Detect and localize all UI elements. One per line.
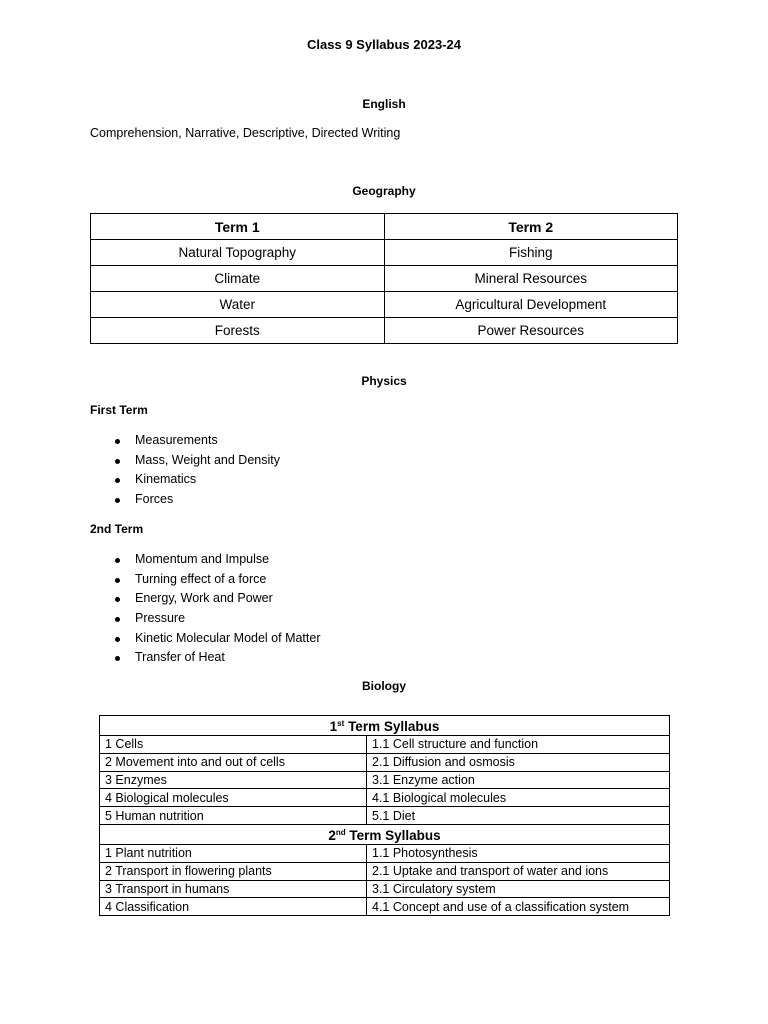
term-heading-row	[100, 824, 670, 844]
table-cell: 1 Cells	[100, 736, 367, 754]
table-cell: Water	[91, 292, 385, 318]
list-item: Forces	[113, 490, 280, 510]
table-cell: 5 Human nutrition	[100, 807, 367, 825]
table-cell: 2 Movement into and out of cells	[100, 753, 367, 771]
table-cell: Climate	[91, 266, 385, 292]
term-heading-row	[100, 716, 670, 736]
geography-table	[90, 213, 678, 344]
list-item: Transfer of Heat	[113, 648, 321, 668]
table-row	[91, 292, 678, 318]
geography-heading: Geography	[352, 184, 416, 198]
table-cell: 4.1 Concept and use of a classification system	[367, 898, 670, 916]
table-row	[100, 753, 670, 771]
table-cell: 2.1 Uptake and transport of water and ions	[367, 862, 670, 880]
table-row	[100, 789, 670, 807]
table-cell: 1.1 Cell structure and function	[367, 736, 670, 754]
physics-second-term-list	[113, 550, 321, 668]
table-header-cell: Term 2	[384, 214, 678, 240]
term2-label: Term Syllabus	[349, 827, 441, 843]
table-cell: Mineral Resources	[384, 266, 678, 292]
table-cell: 1 Plant nutrition	[100, 844, 367, 862]
physics-first-term-list	[113, 431, 280, 510]
term1-heading	[100, 716, 670, 736]
table-cell: 2 Transport in flowering plants	[100, 862, 367, 880]
table-cell: 3 Transport in humans	[100, 880, 367, 898]
physics-heading: Physics	[361, 374, 407, 388]
term1-suffix: st	[337, 719, 345, 728]
physics-second-term-label: 2nd Term	[90, 522, 144, 536]
table-row	[100, 880, 670, 898]
table-cell: Agricultural Development	[384, 292, 678, 318]
document-title: Class 9 Syllabus 2023-24	[307, 37, 461, 52]
table-cell: 3 Enzymes	[100, 771, 367, 789]
table-row	[100, 736, 670, 754]
table-cell: 4.1 Biological molecules	[367, 789, 670, 807]
biology-table	[99, 715, 670, 916]
table-cell: Power Resources	[384, 318, 678, 344]
table-cell: 3.1 Circulatory system	[367, 880, 670, 898]
list-item: Turning effect of a force	[113, 570, 321, 590]
table-row	[91, 318, 678, 344]
table-row	[100, 844, 670, 862]
table-cell: 4 Biological molecules	[100, 789, 367, 807]
list-item: Pressure	[113, 609, 321, 629]
term2-number: 2	[328, 827, 336, 843]
table-cell: 4 Classification	[100, 898, 367, 916]
term1-label: Term Syllabus	[348, 719, 440, 734]
table-row	[91, 240, 678, 266]
term2-suffix: nd	[335, 827, 346, 837]
table-cell: Natural Topography	[91, 240, 385, 266]
table-cell: 1.1 Photosynthesis	[367, 844, 670, 862]
list-item: Measurements	[113, 431, 280, 451]
table-row	[100, 898, 670, 916]
table-row	[100, 807, 670, 825]
table-cell: 5.1 Diet	[367, 807, 670, 825]
table-row	[91, 266, 678, 292]
term2-heading	[100, 824, 670, 844]
list-item: Energy, Work and Power	[113, 589, 321, 609]
list-item: Kinetic Molecular Model of Matter	[113, 629, 321, 649]
english-topics: Comprehension, Narrative, Descriptive, Directed Writing	[90, 126, 401, 140]
table-header-cell: Term 1	[91, 214, 385, 240]
table-cell: 2.1 Diffusion and osmosis	[367, 753, 670, 771]
list-item: Mass, Weight and Density	[113, 451, 280, 471]
table-row	[100, 771, 670, 789]
list-item: Momentum and Impulse	[113, 550, 321, 570]
table-cell: Forests	[91, 318, 385, 344]
list-item: Kinematics	[113, 470, 280, 490]
biology-heading: Biology	[362, 679, 406, 693]
term1-number: 1	[329, 719, 338, 734]
table-header-row	[91, 214, 678, 240]
physics-first-term-label: First Term	[90, 403, 148, 417]
english-heading: English	[362, 97, 406, 111]
table-cell: 3.1 Enzyme action	[367, 771, 670, 789]
table-cell: Fishing	[384, 240, 678, 266]
table-row	[100, 862, 670, 880]
